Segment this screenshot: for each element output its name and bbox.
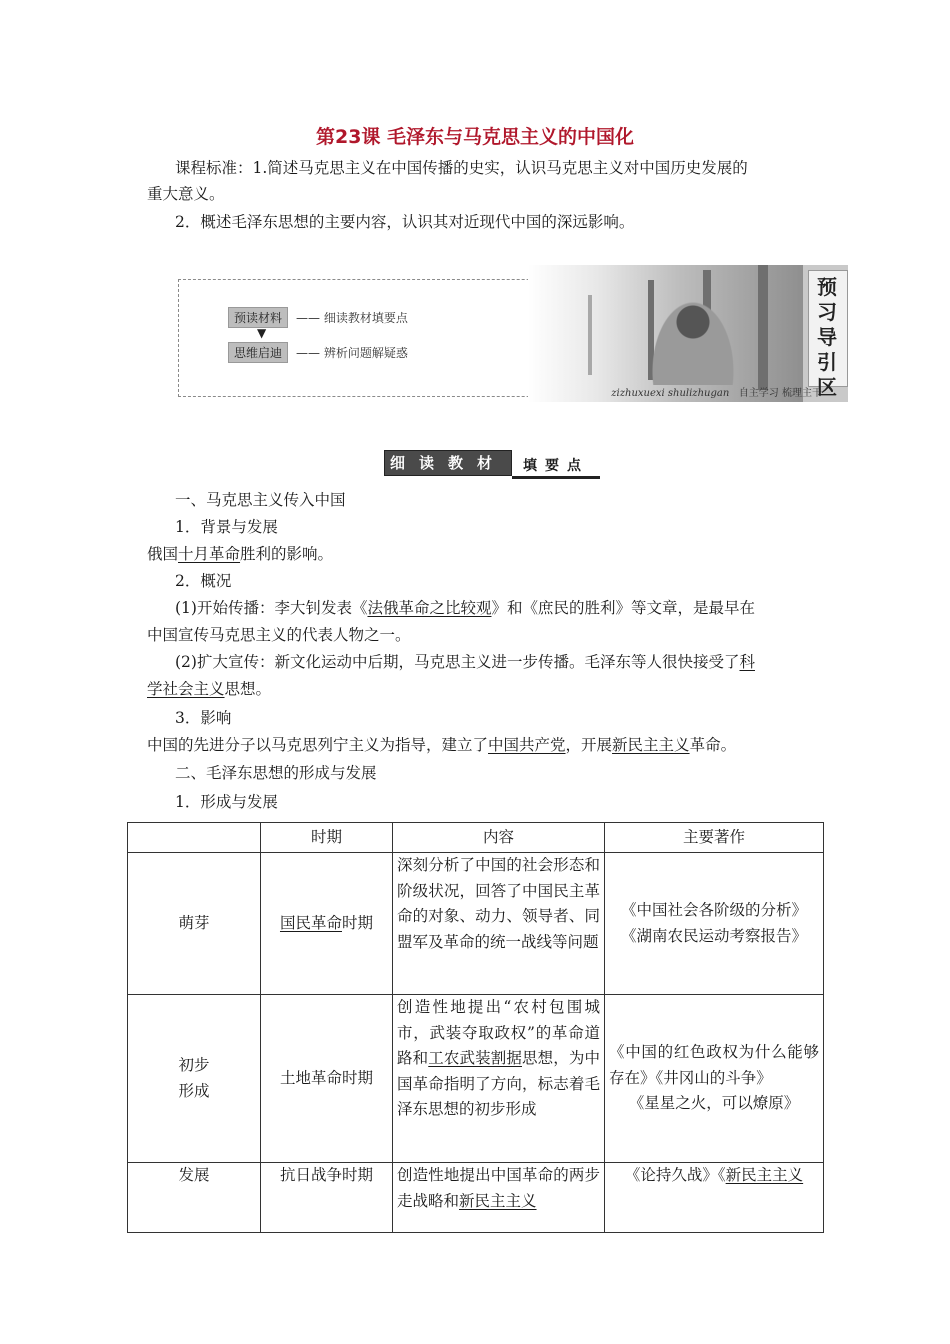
- p2-post: 思想。: [224, 680, 272, 698]
- work-title: 《湖南农民运动考察报告》: [620, 926, 807, 945]
- para-1: [175, 596, 755, 621]
- work-title: 《中国的红色政权为什么能够存在》《井冈山的斗争》: [609, 1043, 819, 1087]
- stage-cell: 萌芽: [128, 853, 261, 995]
- content-cell: 深刻分析了中国的社会形态和阶级状况，回答了中国民主革命的对象、动力、领导者、同盟军及革命的统一战线等问题: [393, 853, 605, 995]
- preview-banner: [178, 265, 848, 402]
- content-cell: [393, 1163, 605, 1233]
- works-cell: [605, 995, 824, 1163]
- thinking-desc-text: 辨析问题解疑惑: [323, 346, 408, 360]
- p3-answer-b: 新民主主义: [612, 736, 690, 754]
- p3-mid: ，开展: [565, 736, 613, 754]
- formation-table: [127, 822, 824, 1233]
- table-header-row: [128, 823, 824, 853]
- banner-char-4: 引: [817, 350, 837, 374]
- heading-1-1: 1．背景与发展: [175, 518, 278, 536]
- banner-char-2: 习: [817, 300, 837, 324]
- down-arrow-icon: ▼: [257, 326, 267, 340]
- preview-material-desc: —— 细读教材填要点: [296, 311, 408, 325]
- p2-answer-b: 学社会主义: [147, 680, 225, 698]
- banner-char-5: 区: [817, 375, 837, 399]
- heading-1-3: 3．影响: [175, 709, 232, 727]
- stage-line: 形成: [178, 1081, 210, 1100]
- table-header-blank: [128, 823, 261, 853]
- thinking-desc: —— 辨析问题解疑惑: [296, 346, 408, 360]
- standard-line-2: 重大意义。: [147, 185, 225, 203]
- page-title: 第23课 毛泽东与马克思主义的中国化: [315, 126, 635, 148]
- table-header-content: 内容: [393, 823, 605, 853]
- stage-line: 初步: [178, 1056, 210, 1074]
- heading-1: 一、马克思主义传入中国: [175, 491, 346, 509]
- table-row: [128, 995, 824, 1163]
- p3-pre: 中国的先进分子以马克思列宁主义为指导，建立了: [147, 736, 489, 754]
- works-cell: [605, 1163, 824, 1233]
- stage-cell: [128, 995, 261, 1163]
- table-row: [128, 1163, 824, 1233]
- content-post: 思想，为中国革命指明了方向，标志着毛泽东思想的初步形成: [397, 1049, 600, 1118]
- banner-char-1: 预: [817, 275, 837, 299]
- preview-material-desc-text: 细读教材填要点: [323, 311, 408, 325]
- work-title: 《中国社会各阶级的分析》: [620, 901, 807, 919]
- work-title: 《星星之火，可以燎原》: [628, 1094, 800, 1113]
- heading-2: 二、毛泽东思想的形成与发展: [175, 764, 377, 782]
- section-heading-dark: 细读教材: [384, 450, 512, 476]
- para-3: [147, 733, 736, 758]
- work-answer: 新民主主义: [725, 1166, 804, 1184]
- banner-pinyin: zizhuxuexi shulizhugan: [611, 388, 730, 399]
- content-pre: 创造性地提出中国革命的两步走战略和: [397, 1166, 600, 1210]
- banner-vertical-title: [808, 275, 846, 400]
- period-suffix: 时期: [342, 913, 374, 932]
- bg-post: 胜利的影响。: [240, 545, 334, 563]
- para-1-line-2: 中国宣传马克思主义的代表人物之一。: [147, 626, 411, 644]
- p1-pre: (1)开始传播：李大钊发表《: [175, 599, 368, 617]
- bg-answer: 十月革命: [178, 545, 241, 563]
- preview-material-label: 预读材料: [228, 307, 288, 328]
- content-cell: [393, 995, 605, 1163]
- standard-line-1: 课程标准：1.简述马克思主义在中国传播的史实，认识马克思主义对中国历史发展的: [175, 159, 748, 177]
- background-text: [147, 542, 333, 567]
- p2-pre: (2)扩大宣传：新文化运动中后期，马克思主义进一步传播。毛泽东等人很快接受了: [175, 653, 740, 671]
- content-pre: 创造性地提出“农村包围城市，武装夺取政权”的革命道路和: [397, 998, 600, 1067]
- para-2-line-2: [147, 677, 271, 702]
- standard-line-3: 2．概述毛泽东思想的主要内容，认识其对近现代中国的深远影响。: [175, 213, 635, 231]
- p3-answer-a: 中国共产党: [488, 736, 566, 754]
- reading-person-image: [648, 295, 738, 385]
- banner-caption: [404, 385, 848, 402]
- period-cell: [261, 853, 393, 995]
- p1-post: 》和《庶民的胜利》等文章，是最早在: [491, 599, 755, 617]
- p3-post: 革命。: [689, 736, 737, 754]
- bg-pre: 俄国: [147, 545, 179, 563]
- p1-answer: 法俄革命之比较观: [367, 599, 492, 617]
- stage-cell: 发展: [128, 1163, 261, 1233]
- work-title: 《论持久战》《: [624, 1166, 726, 1184]
- banner-caption-text: 自主学习 梳理主干: [738, 388, 822, 399]
- works-cell: [605, 853, 824, 995]
- content-answer: 新民主主义: [459, 1191, 537, 1210]
- content-answer: 工农武装割据: [428, 1049, 522, 1067]
- table-row: [128, 853, 824, 995]
- table-header-period: 时期: [261, 823, 393, 853]
- heading-1-2: 2．概况: [175, 572, 232, 590]
- heading-2-1: 1．形成与发展: [175, 793, 278, 811]
- period-answer: 国民革命: [279, 913, 342, 932]
- table-header-works: 主要著作: [605, 823, 824, 853]
- period-cell: 抗日战争时期: [261, 1163, 393, 1233]
- para-2: [175, 650, 755, 675]
- period-cell: 土地革命时期: [261, 995, 393, 1163]
- banner-char-3: 导: [817, 325, 837, 349]
- thinking-label: 思维启迪: [228, 342, 288, 363]
- section-heading-light: 填要点: [512, 456, 600, 479]
- p2-answer-a: 科: [739, 653, 755, 671]
